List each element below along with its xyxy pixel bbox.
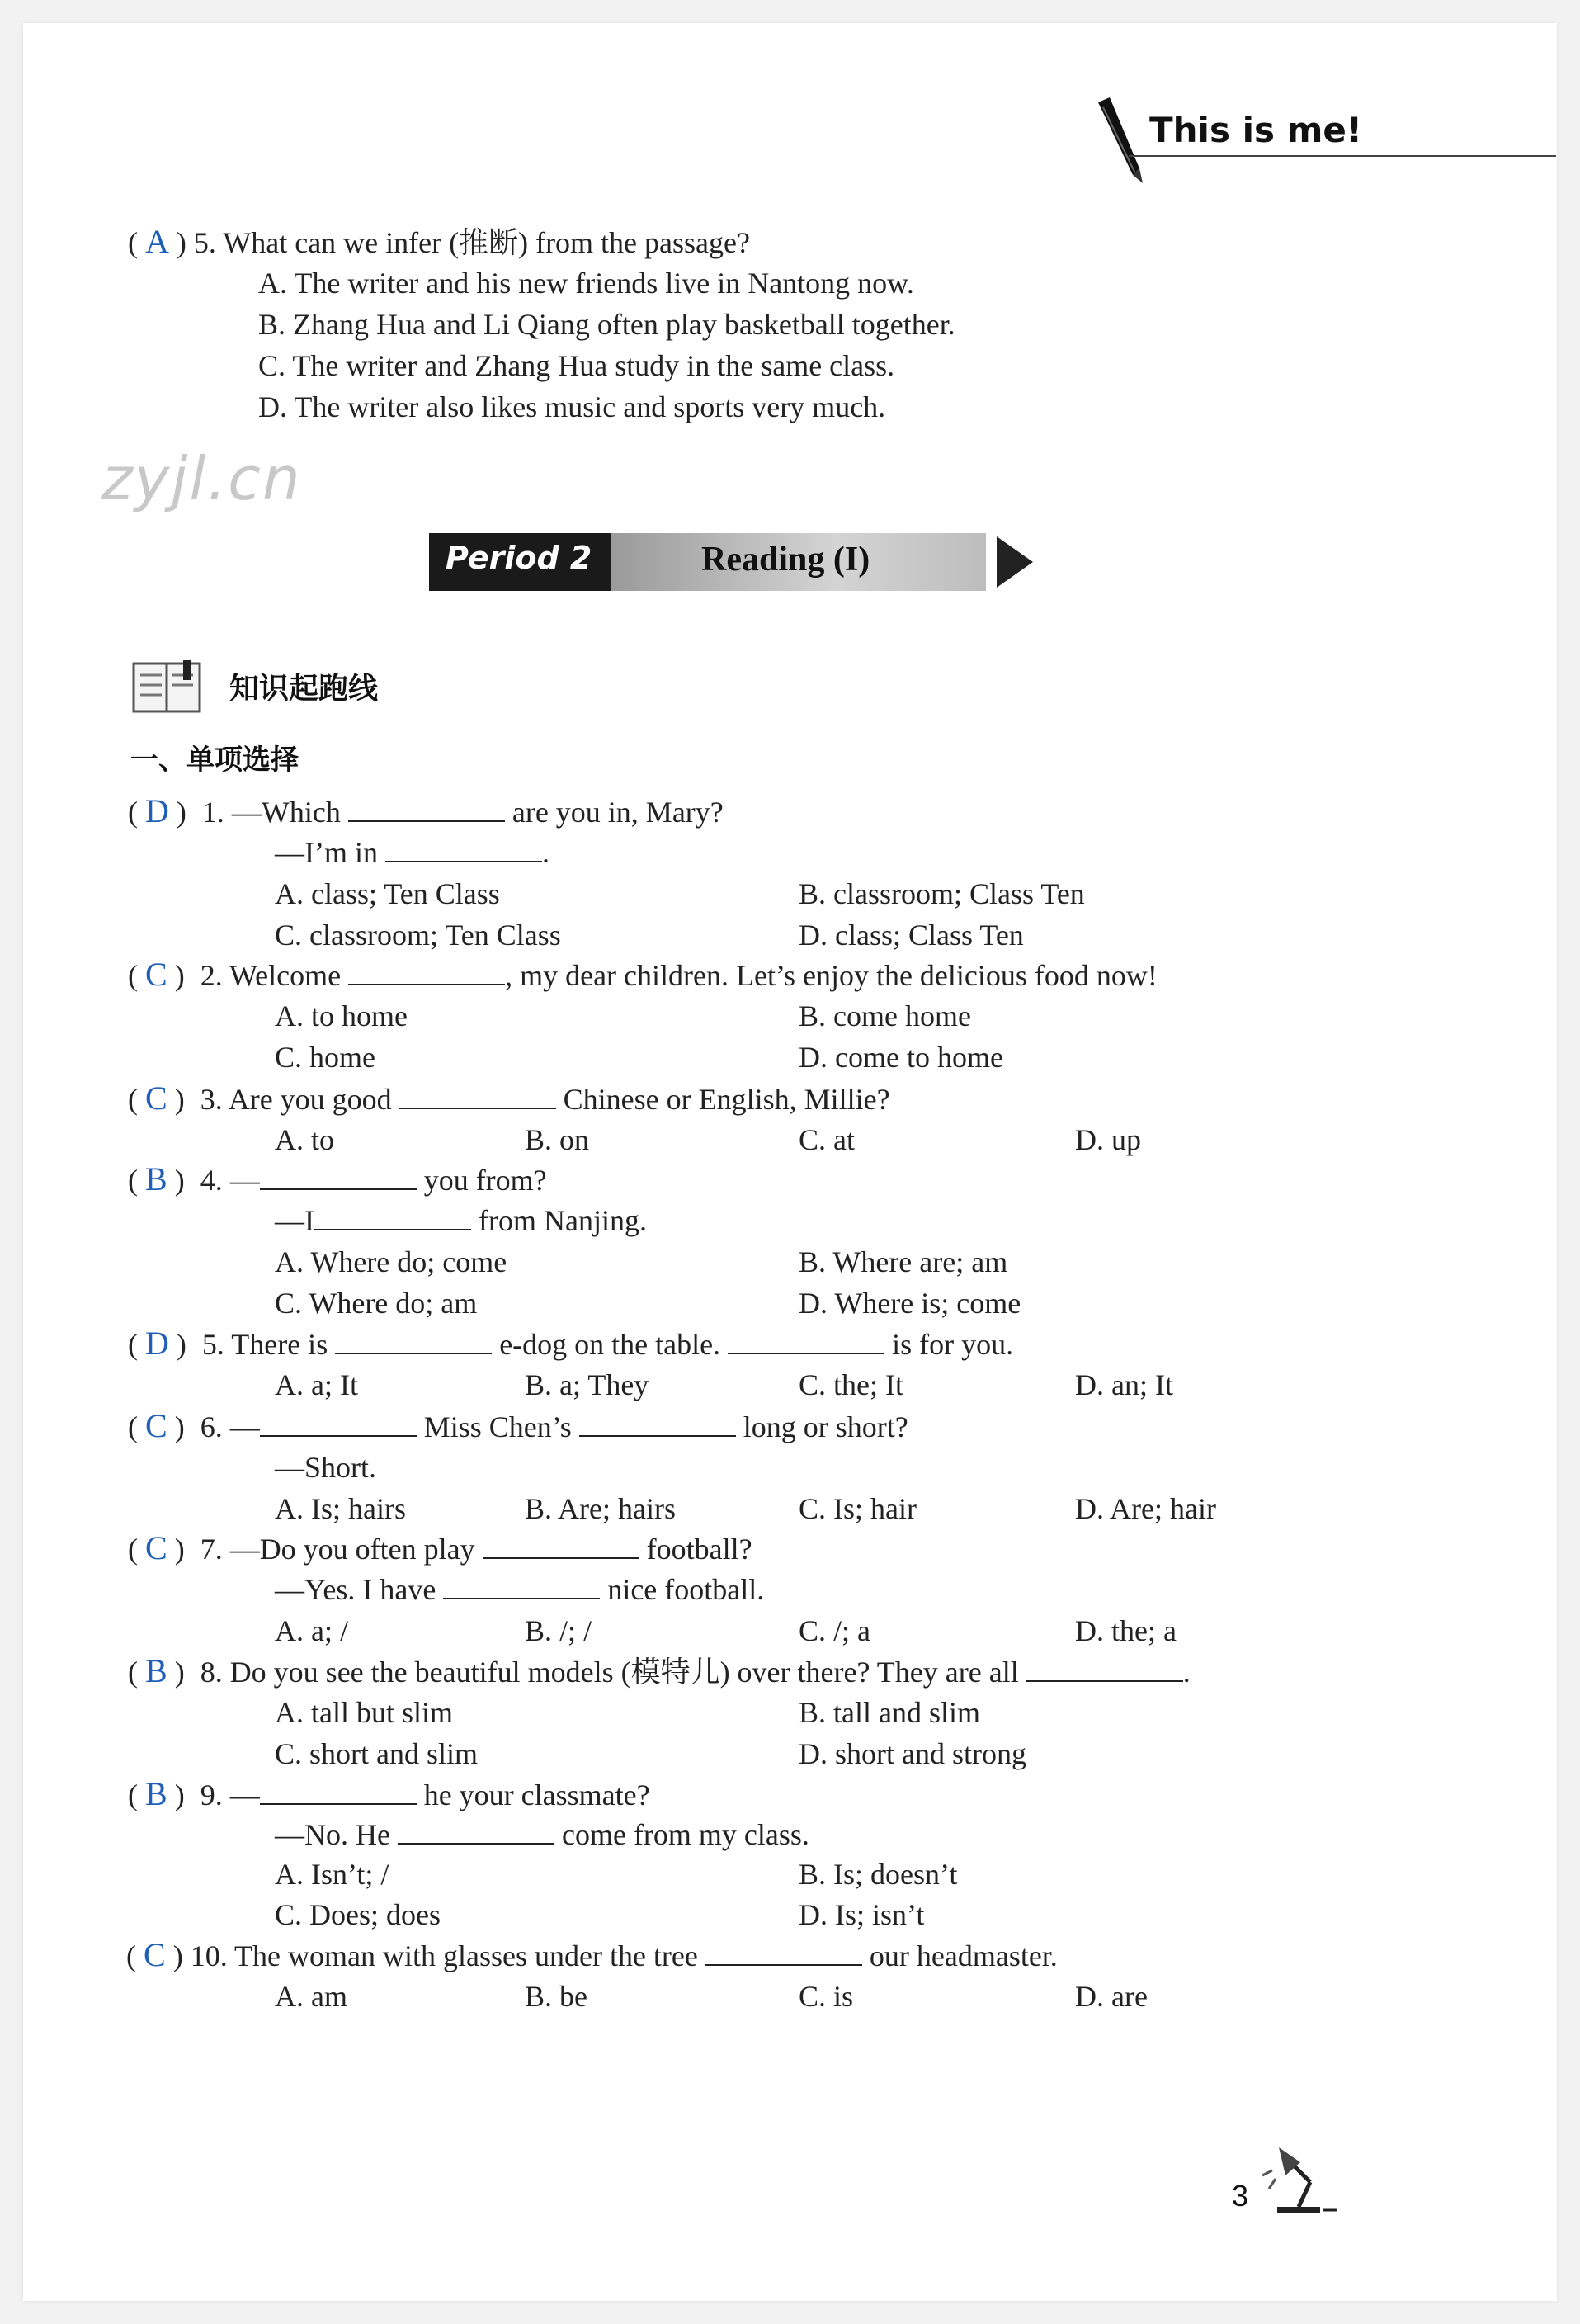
question-4: ( B ) 4. — you from?	[128, 1160, 547, 1197]
option: D. come to home	[799, 1041, 1003, 1074]
question-1: ( D ) 1. —Which are you in, Mary?	[128, 792, 724, 829]
question-2: ( C ) 2. Welcome , my dear children. Let’s enjoy the delicious food now!	[128, 956, 1158, 993]
question-number: 10.	[190, 1939, 228, 1972]
section-title: 知识起跑线	[229, 672, 379, 706]
option: B. be	[525, 1980, 587, 2013]
period-label: Period 2	[446, 540, 592, 576]
question-number: 9.	[200, 1778, 223, 1811]
question-9: ( B ) 9. — he your classmate?	[128, 1775, 650, 1812]
question-number: 3.	[200, 1083, 223, 1116]
option: B. Where are; am	[799, 1245, 1008, 1278]
question-7-line2: —Yes. I have nice football.	[275, 1573, 765, 1606]
notebook-icon	[130, 659, 206, 720]
header-rule	[1129, 155, 1556, 157]
period-title: Reading (I)	[701, 541, 870, 579]
answer-blank[interactable]	[398, 1818, 554, 1845]
answer: B	[145, 1160, 167, 1197]
question-1-line2: —I’m in .	[275, 836, 549, 869]
option: B. on	[525, 1123, 590, 1156]
question-6-line2: —Short.	[275, 1451, 377, 1484]
option: D. Is; isn’t	[799, 1898, 925, 1931]
option: A. a; /	[275, 1614, 348, 1647]
page-number: 3	[1232, 2179, 1249, 2213]
option: C. Where do; am	[275, 1287, 478, 1320]
lamp-icon	[1261, 2142, 1340, 2221]
option: A. Isn’t; /	[275, 1858, 389, 1891]
option: A. am	[275, 1980, 347, 2013]
question-number: 7.	[200, 1533, 223, 1566]
option: A. tall but slim	[275, 1696, 453, 1729]
question-7: ( C ) 7. —Do you often play football?	[128, 1529, 752, 1566]
question-number: 2.	[200, 959, 223, 992]
option: B. Are; hairs	[525, 1492, 676, 1525]
option: B. /; /	[525, 1614, 592, 1647]
question-3: ( C ) 3. Are you good Chinese or English, Millie?	[128, 1079, 890, 1117]
answer-paren: (	[128, 226, 145, 259]
option: D. class; Class Ten	[799, 919, 1024, 952]
question-number: 5.	[201, 1328, 224, 1361]
answer-blank[interactable]	[1026, 1656, 1183, 1682]
option: A. to home	[275, 999, 408, 1032]
question-8: ( B ) 8. Do you see the beautiful models (模特儿) over there? They are all .	[128, 1652, 1191, 1689]
option: C. Is; hair	[799, 1492, 917, 1525]
question-6: ( C ) 6. — Miss Chen’s long or short?	[128, 1407, 908, 1444]
prev-option-c: C. The writer and Zhang Hua study in the same class.	[258, 349, 895, 382]
answer-blank[interactable]	[260, 1778, 417, 1805]
answer-blank[interactable]	[579, 1410, 736, 1437]
page	[23, 23, 1557, 2301]
answer-blank[interactable]	[385, 836, 542, 862]
option: C. home	[275, 1041, 375, 1074]
prev-option-a: A. The writer and his new friends live in Nantong now.	[258, 267, 914, 300]
option: C. Does; does	[275, 1898, 441, 1931]
option: C. is	[799, 1980, 854, 2013]
option: D. the; a	[1075, 1614, 1177, 1647]
prev-option-b: B. Zhang Hua and Li Qiang often play basketball together.	[258, 308, 955, 341]
question-number: 8.	[200, 1656, 223, 1689]
question-5: ( D ) 5. There is e-dog on the table. is for you.	[128, 1325, 1014, 1362]
answer-blank[interactable]	[399, 1083, 556, 1109]
question-number: 5.	[193, 226, 216, 259]
question-number: 6.	[200, 1410, 223, 1443]
answer: B	[145, 1652, 167, 1689]
watermark: zyjl.cn	[101, 444, 302, 513]
option: A. Where do; come	[275, 1245, 507, 1278]
option: A. a; It	[275, 1368, 358, 1401]
option: D. Where is; come	[799, 1287, 1021, 1320]
option: D. an; It	[1075, 1368, 1173, 1401]
option: D. up	[1075, 1123, 1141, 1156]
period-banner	[429, 533, 1031, 591]
option: B. a; They	[525, 1368, 649, 1401]
answer-blank[interactable]	[728, 1328, 884, 1354]
answer-blank[interactable]	[260, 1164, 417, 1190]
answer: C	[144, 1936, 166, 1973]
option: C. /; a	[799, 1614, 870, 1647]
option: A. Is; hairs	[275, 1492, 406, 1525]
option: C. short and slim	[275, 1737, 479, 1770]
pen-icon	[1092, 96, 1149, 187]
answer: A	[145, 223, 169, 260]
option: A. class; Ten Class	[275, 877, 500, 910]
prev-question: ( A ) 5. What can we infer (推断) from the passage?	[128, 223, 750, 260]
answer-blank[interactable]	[348, 959, 505, 985]
option: C. the; It	[799, 1368, 903, 1401]
question-9-line2: —No. He come from my class.	[275, 1818, 809, 1851]
question-stem: What can we infer (推断) from the passage?	[223, 226, 750, 259]
answer-blank[interactable]	[705, 1939, 862, 1966]
option: B. classroom; Class Ten	[799, 877, 1085, 910]
answer: C	[145, 956, 167, 993]
answer: C	[145, 1529, 167, 1566]
question-number: 1.	[201, 796, 224, 829]
answer: C	[145, 1407, 167, 1444]
option: D. are	[1075, 1980, 1148, 2013]
arrow-icon	[997, 536, 1033, 588]
option: D. short and strong	[799, 1737, 1026, 1770]
answer-blank[interactable]	[443, 1573, 600, 1599]
question-number: 4.	[200, 1164, 223, 1197]
section-subtitle: 一、单项选择	[130, 744, 299, 777]
prev-option-d: D. The writer also likes music and sports very much.	[258, 390, 886, 423]
answer-blank[interactable]	[483, 1533, 639, 1559]
question-10: ( C ) 10. The woman with glasses under the tree our headmaster.	[126, 1936, 1058, 1973]
answer-blank[interactable]	[335, 1328, 492, 1354]
answer-blank[interactable]	[314, 1204, 471, 1230]
answer-blank[interactable]	[348, 796, 505, 822]
header-title: This is me!	[1149, 110, 1362, 150]
option: A. to	[275, 1123, 334, 1156]
option: D. Are; hair	[1075, 1492, 1216, 1525]
answer: C	[145, 1079, 167, 1117]
answer: D	[145, 1325, 169, 1362]
answer-blank[interactable]	[260, 1410, 417, 1437]
option: B. Is; doesn’t	[799, 1858, 958, 1891]
option: C. classroom; Ten Class	[275, 919, 561, 952]
question-4-line2: —I from Nanjing.	[275, 1204, 647, 1237]
question-text: —Which	[231, 796, 341, 829]
answer: D	[145, 792, 169, 829]
option: B. tall and slim	[799, 1696, 980, 1729]
answer: B	[145, 1775, 167, 1812]
option: B. come home	[799, 999, 971, 1032]
option: C. at	[799, 1123, 855, 1156]
